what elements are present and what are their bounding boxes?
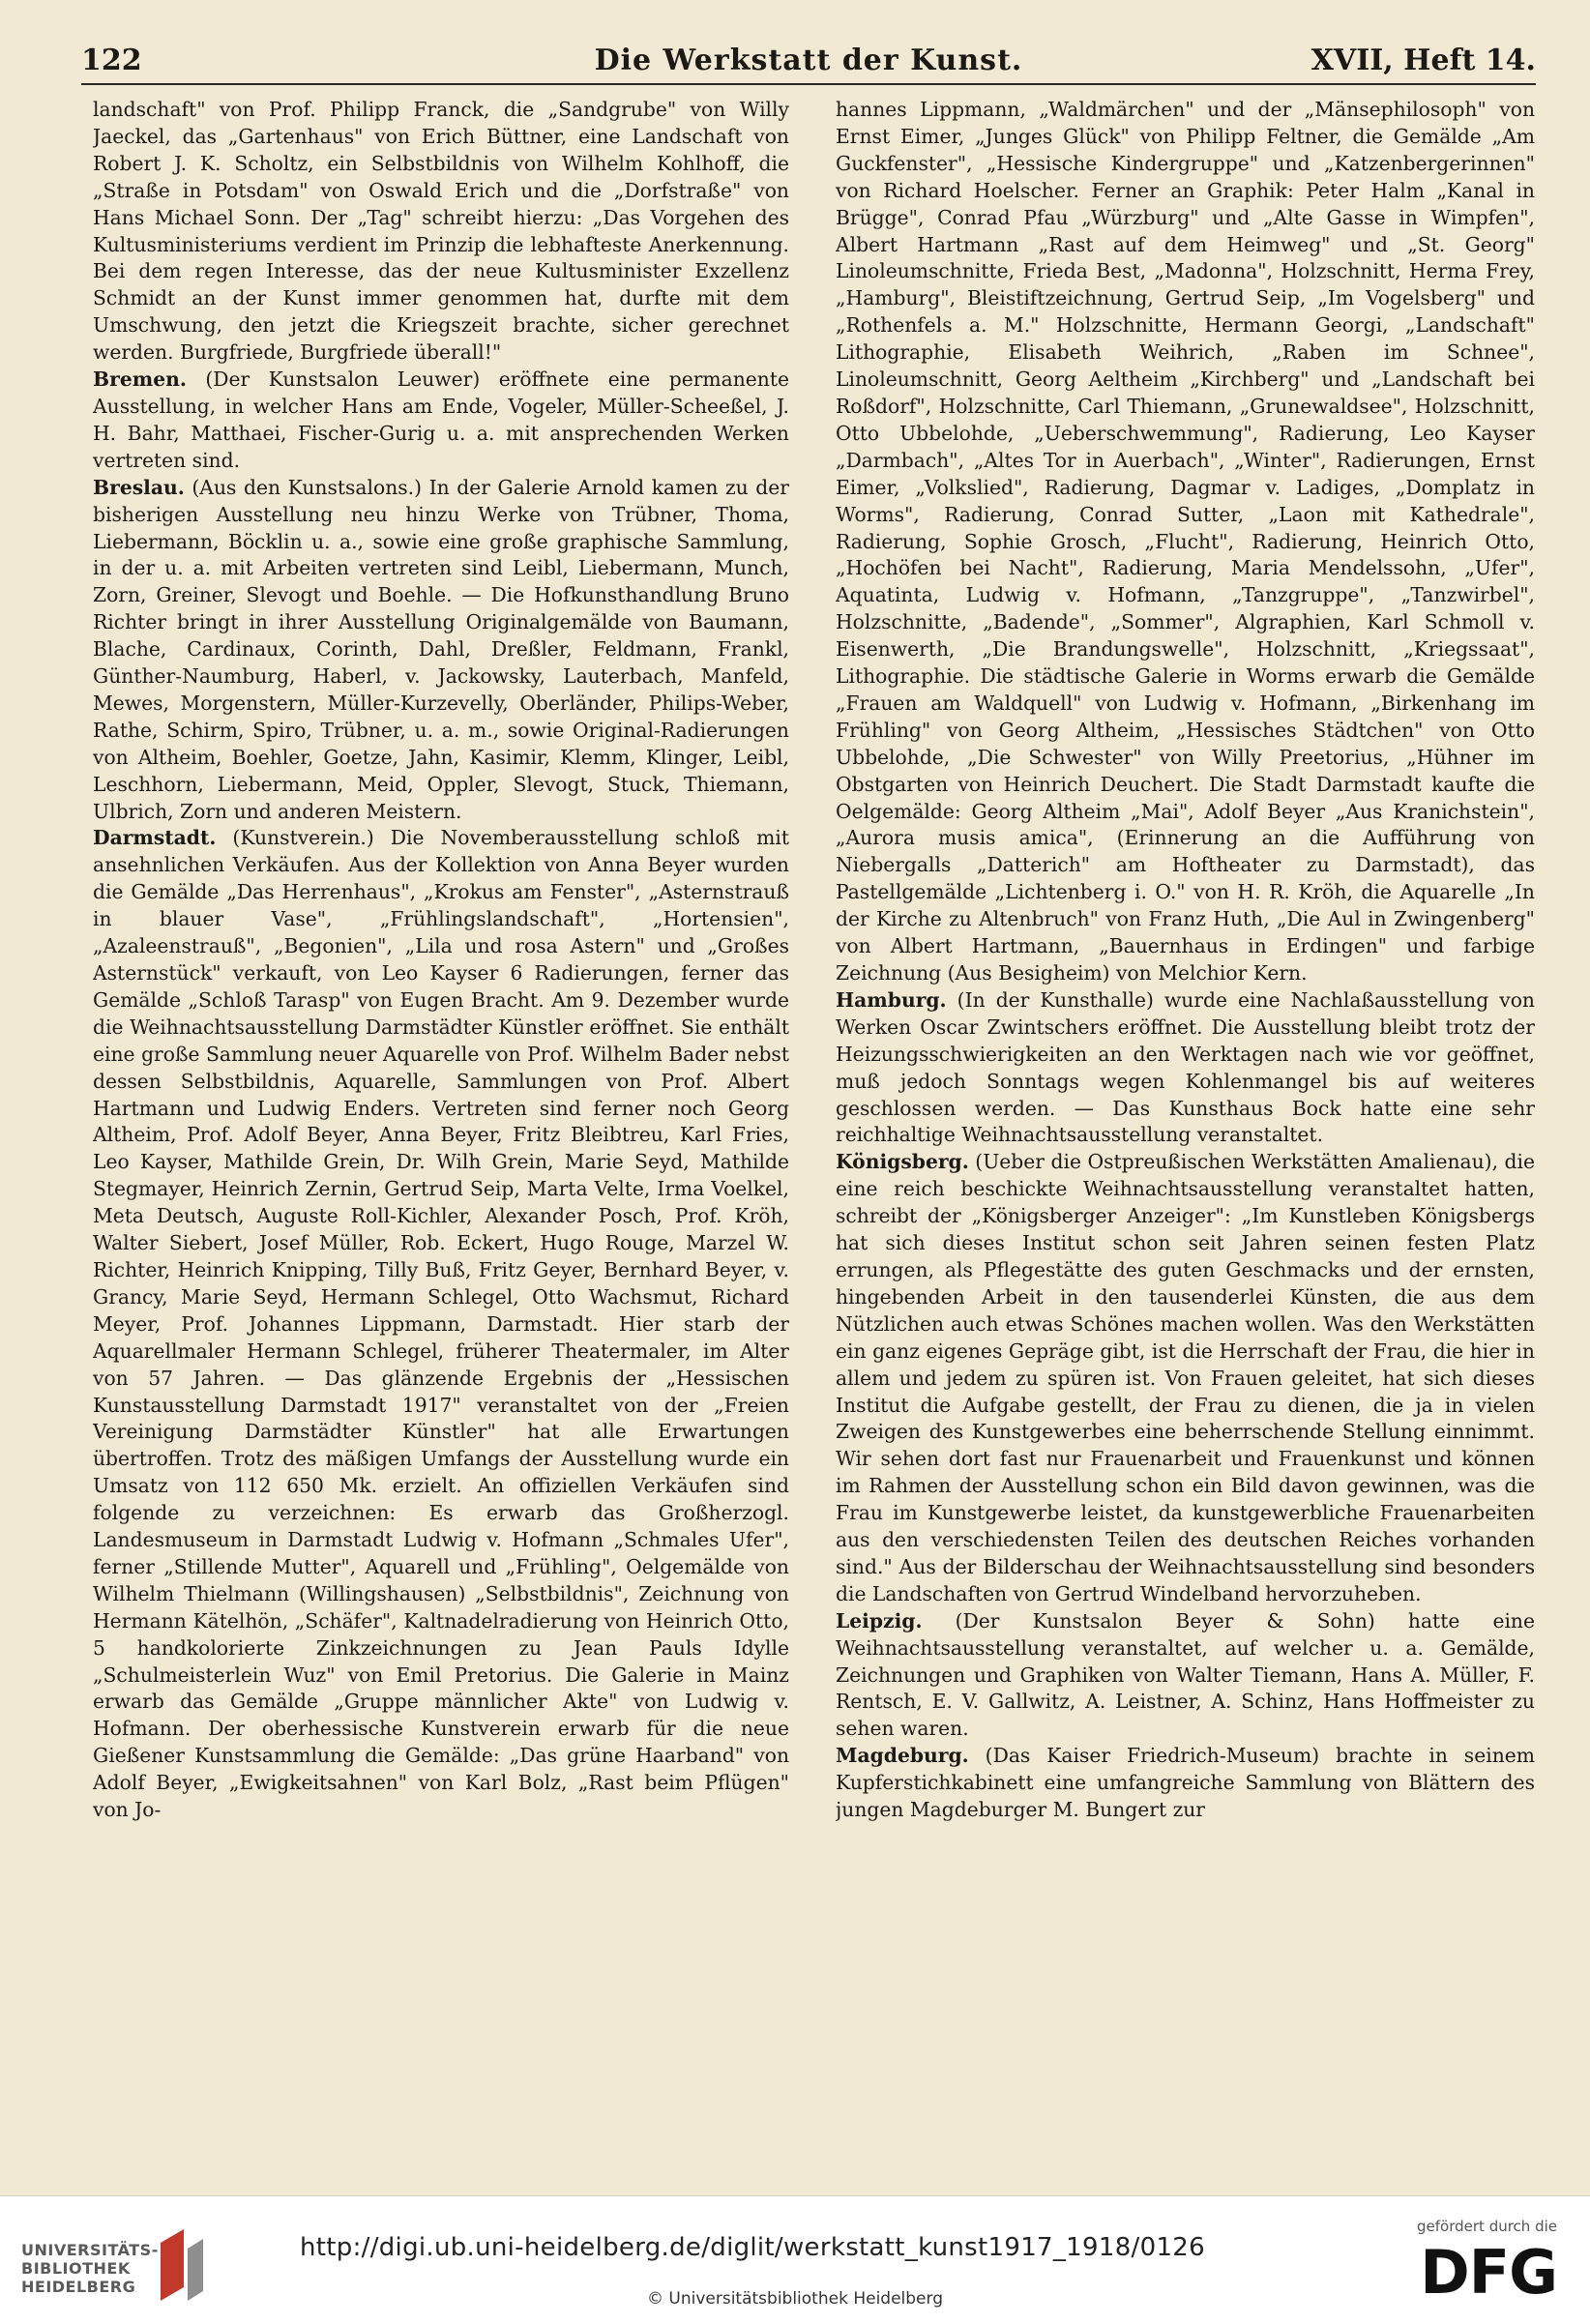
dfg-logo: DFG <box>1420 2237 1557 2308</box>
city-heading: Königsberg. <box>836 1150 969 1174</box>
paragraph: Hamburg. (In der Kunsthalle) wurde eine Nachlaßausstellung von Werken Oscar Zwintschers eröffnet. Die Ausstellung bleibt trotz der Heizungsschwierigkeiten an den Werktagen nach wie vor geöffnet, muß jedoch Sonntags wegen Kohlenmangel bis auf weiteres geschlossen werden. — Das Kunsthaus Bock hatte eine sehr reichhaltige Weihnachtsausstellung veranstaltet. <box>836 987 1535 1147</box>
paragraph: Magdeburg. (Das Kaiser Friedrich-Museum) brachte in seinem Kupferstichkabinett eine umfangreiche Sammlung von Blättern des jungen Magdeburger M. Bungert zur <box>836 1744 1535 1822</box>
running-header <box>81 37 1536 85</box>
paragraph: Bremen. (Der Kunstsalon Leuwer) eröffnete eine permanente Ausstellung, in welcher Hans am Ende, Vogeler, Müller-Scheeßel, J. H. Bahr, Matthaei, Fischer-Gurig u. a. mit ansprechenden Werken vertreten sind. <box>93 368 789 472</box>
paragraph: Leipzig. (Der Kunstsalon Beyer & Sohn) hatte eine Weihnachtsausstellung veranstaltet, auf welcher u. a. Gemälde, Zeichnungen und Graphiken von Walter Tiemann, Hans A. Müller, F. Rentsch, E. V. Gallwitz, A. Leistner, A. Schinz, Hans Hoffmeister zu sehen waren. <box>836 1608 1535 1741</box>
paragraph: landschaft" von Prof. Philipp Franck, die „Sandgrube" von Willy Jaeckel, das „Gartenhaus" von Erich Büttner, eine Landschaft von Robert J. K. Scholtz, ein Selbstbildnis von Wilhelm Kohlhoff, die „Straße in Potsdam" von Oswald Erich und die „Dorfstraße" von Hans Michael Sonn. Der „Tag" schreibt hierzu: „Das Vorgehen des Kultusministeriums verdient im Prinzip die lebhafteste Anerkennung. Bei dem regen Interesse, das der neue Kultusminister Exzellenz Schmidt an der Kunst immer genommen hat, durfte mit dem Umschwung, den jetzt die Kriegszeit brachte, sicher gerechnet werden. Burgfriede, Burgfriede überall!" <box>93 98 789 365</box>
library-logo-text: UNIVERSITÄTS- BIBLIOTHEK HEIDELBERG <box>21 2241 159 2296</box>
paragraph: Breslau. (Aus den Kunstsalons.) In der Galerie Arnold kamen zu der bisherigen Ausstellung neu hinzu Werke von Trübner, Thoma, Liebermann, Böcklin u. a., sowie eine große graphische Sammlung, in der u. a. mit Arbeiten vertreten sind Leibl, Liebermann, Munch, Zorn, Greiner, Slevogt und Boehle. — Die Hofkunsthandlung Bruno Richter bringt in ihrer Ausstellung Originalgemälde von Baumann, Blache, Cardinaux, Corinth, Dahl, Dreßler, Feldmann, Frankl, Günther-Naumburg, Haberl, v. Jackowsky, Lauterbach, Manfeld, Mewes, Morgenstern, Müller-Kurzevelly, Oberländer, Philips-Weber, Rathe, Schirm, Spiro, Trübner, u. a. m., sowie Original-Radierungen von Altheim, Boehler, Goetze, Jahn, Kasimir, Klemm, Klinger, Leibl, Leschhorn, Liebermann, Meid, Oppler, Slevogt, Stuck, Thiemann, Ulbrich, Zorn und anderen Meistern. <box>93 475 789 823</box>
journal-title: Die Werkstatt der Kunst. <box>594 44 1023 77</box>
city-heading: Darmstadt. <box>93 826 217 850</box>
right-column <box>836 97 1535 2176</box>
paragraph: Königsberg. (Ueber die Ostpreußischen Werkstätten Amalienau), die eine reich beschickte Weihnachtsausstellung veranstaltet hatten, schreibt der „Königsberger Anzeiger": „Im Kunstleben Königsbergs hat sich dieses Institut schon seit Jahren seinen festen Platz errungen, als Pflegestätte des guten Geschmacks und der ernsten, hingebenden Arbeit in den tausenderlei Künsten, die aus dem Nützlichen auch etwas Schönes machen wollen. Was den Werkstätten ein ganz eigenes Gepräge gibt, ist die Herrschaft der Frau, die hier in allem und jedem zu spüren ist. Von Frauen geleitet, hat sich dieses Institut die Aufgabe gestellt, der Frau zu dienen, die ja in vielen Zweigen des Kunstgewerbes eine beherrschende Stellung einnimmt. Wir sehen dort fast nur Frauenarbeit und Frauenkunst und können im Rahmen der Ausstellung schon ein Bild davon gewinnen, was die Frau im Kunstgewerbe leistet, da kunstgewerbliche Frauenarbeiten aus den verschiedensten Teilen des deutschen Reiches vorhanden sind." Aus der Bilderschau der Weihnachtsausstellung sind besonders die Landschaften von Gertrud Windelband hervorzuheben. <box>836 1150 1535 1605</box>
issue-label: XVII, Heft 14. <box>1310 44 1536 77</box>
city-heading: Hamburg. <box>836 987 947 1012</box>
city-heading: Breslau. <box>93 475 185 499</box>
funder-note: gefördert durch die <box>1417 2218 1557 2235</box>
library-footer <box>0 2195 1590 2324</box>
left-column <box>93 97 789 2176</box>
city-heading: Magdeburg. <box>836 1744 969 1768</box>
paragraph: Darmstadt. (Kunstverein.) Die Novemberausstellung schloß mit ansehnlichen Verkäufen. Aus der Kollektion von Anna Beyer wurden die Gemälde „Das Herrenhaus", „Krokus am Fenster", „Asternstrauß in blauer Vase", „Frühlingslandschaft", „Hortensien", „Azaleenstrauß", „Begonien", „Lila und rosa Astern" und „Großes Asternstück" verkauft, von Leo Kayser 6 Radierungen, ferner das Gemälde „Schloß Tarasp" von Eugen Bracht. Am 9. Dezember wurde die Weihnachtsausstellung Darmstädter Künstler eröffnet. Sie enthält eine große Sammlung neuer Aquarelle von Prof. Wilhelm Bader nebst dessen Selbstbildnis, Aquarelle, Sammlungen von Prof. Albert Hartmann und Ludwig Enders. Vertreten sind ferner noch Georg Altheim, Prof. Adolf Beyer, Anna Beyer, Fritz Bleibtreu, Karl Fries, Leo Kayser, Mathilde Grein, Dr. Wilh Grein, Marie Seyd, Mathilde Stegmayer, Heinrich Zernin, Gertrud Seip, Marta Velte, Irma Voelkel, Meta Deutsch, Auguste Roll-Kichler, Alexander Posch, Prof. Kröh, Walter Siebert, Josef Müller, Rob. Eckert, Hugo Rouge, Marzel W. Richter, Heinrich Knipping, Tilly Buß, Fritz Geyer, Bernhard Beyer, v. Grancy, Marie Seyd, Hermann Schlegel, Otto Wachsmut, Richard Meyer, Prof. Johannes Lippmann, Darmstadt. Hier starb der Aquarellmaler Hermann Schlegel, früherer Theatermaler, im Alter von 57 Jahren. — Das glänzende Ergebnis der „Hessischen Kunstausstellung Darmstadt 1917" veranstaltet von der „Freien Vereinigung Darmstädter Künstler" hat alle Erwartungen übertroffen. Trotz des mäßigen Umfangs der Ausstellung wurde ein Umsatz von 112 650 Mk. erzielt. An offiziellen Verkäufen sind folgende zu verzeichnen: Es erwarb das Großherzogl. Landesmuseum in Darmstadt Ludwig v. Hofmann „Schmales Ufer", ferner „Stillende Mutter", Aquarell und „Frühling", Oelgemälde von Wilhelm Thielmann (Willingshausen) „Selbstbildnis", Zeichnung von Hermann Kätelhön, „Schäfer", Kaltnadelradierung von Heinrich Otto, 5 handkolorierte Zinkzeichnungen zu Jean Pauls Idylle „Schulmeisterlein Wuz" von Emil Pretorius. Die Galerie in Mainz erwarb das Gemälde „Gruppe männlicher Akte" von Ludwig v. Hofmann. Der oberhessische Kunstverein erwarb für die neue Gießener Kunstsammlung die Gemälde: „Das grüne Haarband" von Adolf Beyer, „Ewigkeitsahnen" von Karl Bolz, „Rast beim Pflügen" von Jo- <box>93 826 789 1822</box>
paragraph: hannes Lippmann, „Waldmärchen" und der „Mänsephilosoph" von Ernst Eimer, „Junges Glück" von Philipp Feltner, die Gemälde „Am Guckfenster", „Hessische Kindergruppe" und „Katzenbergerinnen" von Richard Hoelscher. Ferner an Graphik: Peter Halm „Kanal in Brügge", Conrad Pfau „Würzburg" und „Alte Gasse in Wimpfen", Albert Hartmann „Rast auf dem Heimweg" und „St. Georg" Linoleumschnitte, Frieda Best, „Madonna", Holzschnitt, Herma Frey, „Hamburg", Bleistiftzeichnung, Gertrud Seip, „Im Vogelsberg" und „Rothenfels a. M." Holzschnitte, Hermann Georgi, „Landschaft" Lithographie, Elisabeth Weihrich, „Raben im Schnee", Linoleumschnitt, Georg Aeltheim „Kirchberg" und „Landschaft bei Roßdorf", Holzschnitte, Carl Thiemann, „Grunewaldsee", Holzschnitt, Otto Ubbelohde, „Ueberschwemmung", Radierung, Leo Kayser „Darmbach", „Altes Tor in Auerbach", „Winter", Radierungen, Ernst Eimer, „Volkslied", Radierung, Dagmar v. Ladiges, „Domplatz in Worms", Radierung, Conrad Sutter, „Laon mit Kathedrale", Radierung, Sophie Grosch, „Flucht", Radierung, Heinrich Otto, „Hochöfen bei Nacht", Radierung, Maria Mendelssohn, „Ufer", Aquatinta, Ludwig v. Hofmann, „Tanzgruppe", „Tanzwirbel", Holzschnitte, „Badende", „Sommer", Algraphien, Karl Schmoll v. Eisenwerth, „Die Brandungswelle", Holzschnitt, „Kriegssaat", Lithographie. Die städtische Galerie in Worms erwarb die Gemälde „Frauen am Waldquell" von Ludwig v. Hofmann, „Birkenhang im Frühling" von Georg Altheim, „Hessisches Städtchen" von Otto Ubbelohde, „Die Schwester" von Willy Preetorius, „Hühner im Obstgarten von Heinrich Deuchert. Die Stadt Darmstadt kaufte die Oelgemälde: Georg Altheim „Mai", Adolf Beyer „Aus Kranichstein", „Aurora musis amica", (Erinnerung an die Aufführung von Niebergalls „Datterich" am Hoftheater zu Darmstadt), das Pastellgemälde „Lichtenberg i. O." von H. R. Kröh, die Aquarelle „In der Kirche zu Altenbruch" von Franz Huth, „Die Aul in Zwingenberg" von Albert Hartmann, „Bauernhaus in Erdingen" und farbige Zeichnung (Aus Besigheim) von Melchior Kern. <box>836 98 1535 985</box>
city-heading: Bremen. <box>93 368 187 392</box>
permalink-url[interactable]: http://digi.ub.uni-heidelberg.de/diglit/werkstatt_kunst1917_1918/0126 <box>300 2233 1205 2262</box>
city-heading: Leipzig. <box>836 1608 923 1633</box>
copyright-note: © Universitätsbibliothek Heidelberg <box>646 2289 943 2309</box>
page-number: 122 <box>81 44 142 77</box>
